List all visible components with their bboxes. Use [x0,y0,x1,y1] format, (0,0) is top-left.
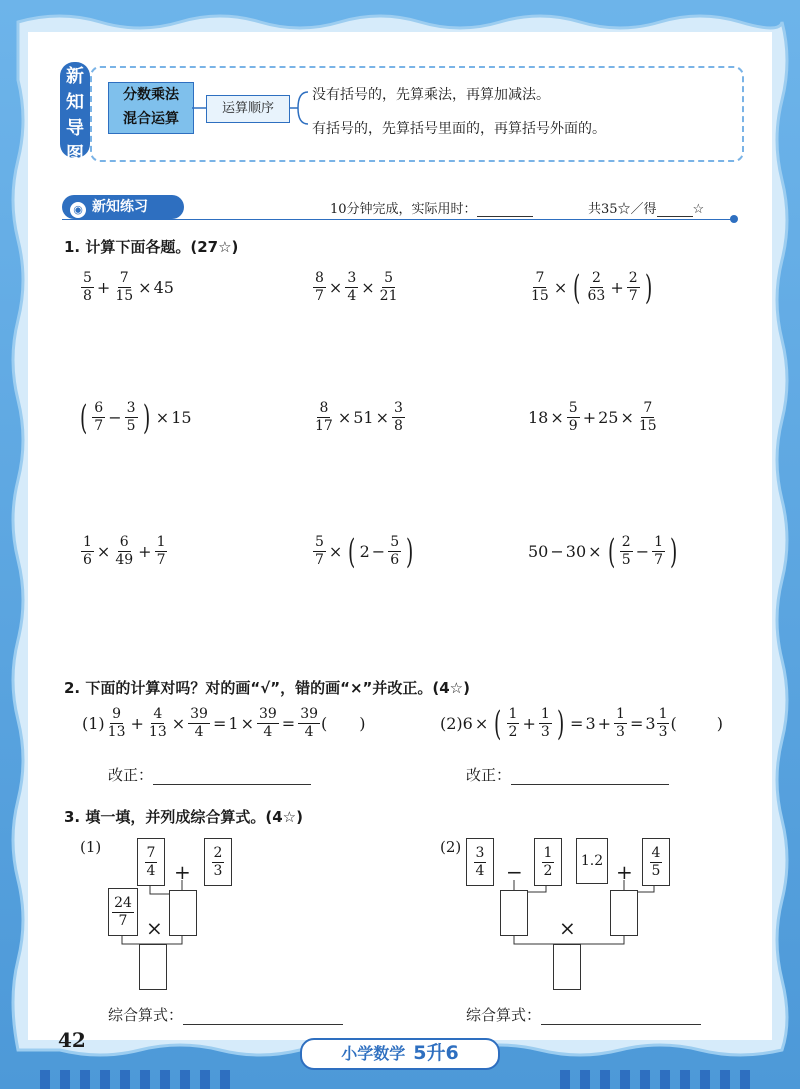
q1-expr-4: ( 6 7 − $\frac{3}{5}$ ) × 15 [79,397,192,438]
label-char: 图 [66,144,84,165]
q1-expr-8: $\frac{5}{7}$ × ( 2 − $\frac{5}{6}$ ) [315,531,414,572]
q1-expr-5: $\frac{8}{17}$ × 51 × $\frac{3}{8}$ [315,400,403,434]
branch-no-parentheses: 没有括号的，先算乘法，再算加减法。 [312,87,550,103]
numerator: 2 [213,844,223,861]
label-char: 新 [66,66,84,87]
q2-p1-correction-blank[interactable] [153,784,311,785]
q1-expr-9: 50 − 30 × ( 2 5 − $\frac{1}{7}$ ) [528,531,678,572]
topic-line: 混合运算 [123,111,179,127]
q3-p1-box-a [137,838,165,886]
q3-p1-box-c [108,888,138,936]
q3-p1-blank-box-1[interactable] [169,890,197,936]
q3-p2-blank-box-3[interactable] [553,944,581,990]
denominator: 3 [213,862,223,879]
q1-expr-2: $\frac{8}{7}$ × $\frac{3}{4}$ × $\frac{5}{21}$ [315,270,398,304]
q3-p2-blank-box-1[interactable] [500,890,528,936]
time-info [330,198,533,217]
numerator: 1 [543,844,553,861]
section-title-text: 新知练习 [92,199,148,215]
q3-p2-formula-blank[interactable] [541,1024,701,1025]
q3-p1-blank-box-2[interactable] [139,944,167,990]
q2-title: 2. 下面的计算对吗？对的画“√”，错的画“×”并改正。(4☆) [64,679,470,697]
topic-box [108,82,194,134]
q1-expr-7: $\frac{1}{6}$ × $\frac{6}{49}$ + $\frac{1}{7}$ [83,534,166,568]
numerator: 7 [146,844,156,861]
denominator: 7 [118,912,128,929]
new-knowledge-map-label [60,62,90,165]
numerator: 3 [475,844,485,861]
q2-p1-label: (1) [82,714,105,733]
medal-icon: ◉ [70,202,86,218]
q3-p1-label: (1) [80,838,102,856]
topic-line: 分数乘法 [123,87,179,103]
numerator: 24 [114,894,132,911]
label-char: 导 [66,118,84,139]
formula-label: 综合算式： [108,1006,184,1024]
q3-p1-formula [108,1004,343,1025]
times-sign: × [146,916,163,940]
branch-with-parentheses: 有括号的，先算括号里面的，再算括号外面的。 [312,121,606,137]
q2-p2-label: (2) [440,714,463,733]
q2-p2-correction-blank[interactable] [511,784,669,785]
q1-expr-1: 5 8 + $\frac{7}{15}$ × 45 [83,270,174,304]
q3-title: 3. 填一填，并列成综合算式。(4☆) [64,808,303,826]
plus-sign: + [616,860,633,884]
q2-p2-correction [466,764,669,785]
q1-expr-6: 18 × $\frac{5}{9}$ + 25 × $\frac{7}{15}$ [528,400,657,434]
q3-p2-formula [466,1004,701,1025]
minus-sign: − [506,860,523,884]
denominator: 5 [651,862,661,879]
q3-p2-box-a [466,838,494,886]
q3-p2-label: (2) [440,838,462,856]
formula-label: 综合算式： [466,1006,542,1024]
score-info [588,198,704,217]
q3-p2-box-b [534,838,562,886]
rule-box: 运算顺序 [206,95,290,123]
denominator: 4 [475,862,485,879]
time-label: 10分钟完成，实际用时： [330,202,477,217]
book-grade: 5升6 [413,1042,459,1064]
score-blank[interactable] [657,216,693,217]
label-char: 知 [66,92,84,113]
book-subject: 小学数学 [341,1044,406,1063]
q2-expr-2: (2) 6 × ( 1 2 + $\frac{1}{3}$ ) = 3 + $\frac{1}{3}$ = 3 1 3 ( ) [440,703,723,744]
star-icon: ☆ [692,202,705,217]
plus-sign: + [174,860,191,884]
times-sign: × [559,916,576,940]
score-label: 共35☆／得 [588,202,657,217]
q2-expr-1: (1) 9 13 + $\frac{4}{13}$ × $\frac{39}{4}$ = 1 × $\frac{39}{4}$ = $\frac{39}{4}$ ( ) [82,706,366,740]
section-title [62,195,184,219]
section-divider [62,219,734,220]
denominator: 2 [543,862,553,879]
q1-expr-3: $\frac{7}{15}$ × ( 2 63 + $\frac{2}{7}$ ) [531,267,652,308]
q3-p1-formula-blank[interactable] [183,1024,343,1025]
q3-p1-box-b [204,838,232,886]
book-title-badge [300,1038,500,1070]
denominator: 4 [146,862,156,879]
q1-title: 1. 计算下面各题。(27☆) [64,238,239,256]
page-number: 42 [58,1028,86,1052]
correction-label: 改正： [466,766,512,784]
numerator: 4 [651,844,661,861]
time-blank[interactable] [477,216,533,217]
correction-label: 改正： [108,766,154,784]
divider-dot [730,215,738,223]
q3-p2-box-c: 1.2 [576,838,608,884]
q2-p1-correction [108,764,311,785]
q3-p2-blank-box-2[interactable] [610,890,638,936]
q3-p2-box-d [642,838,670,886]
